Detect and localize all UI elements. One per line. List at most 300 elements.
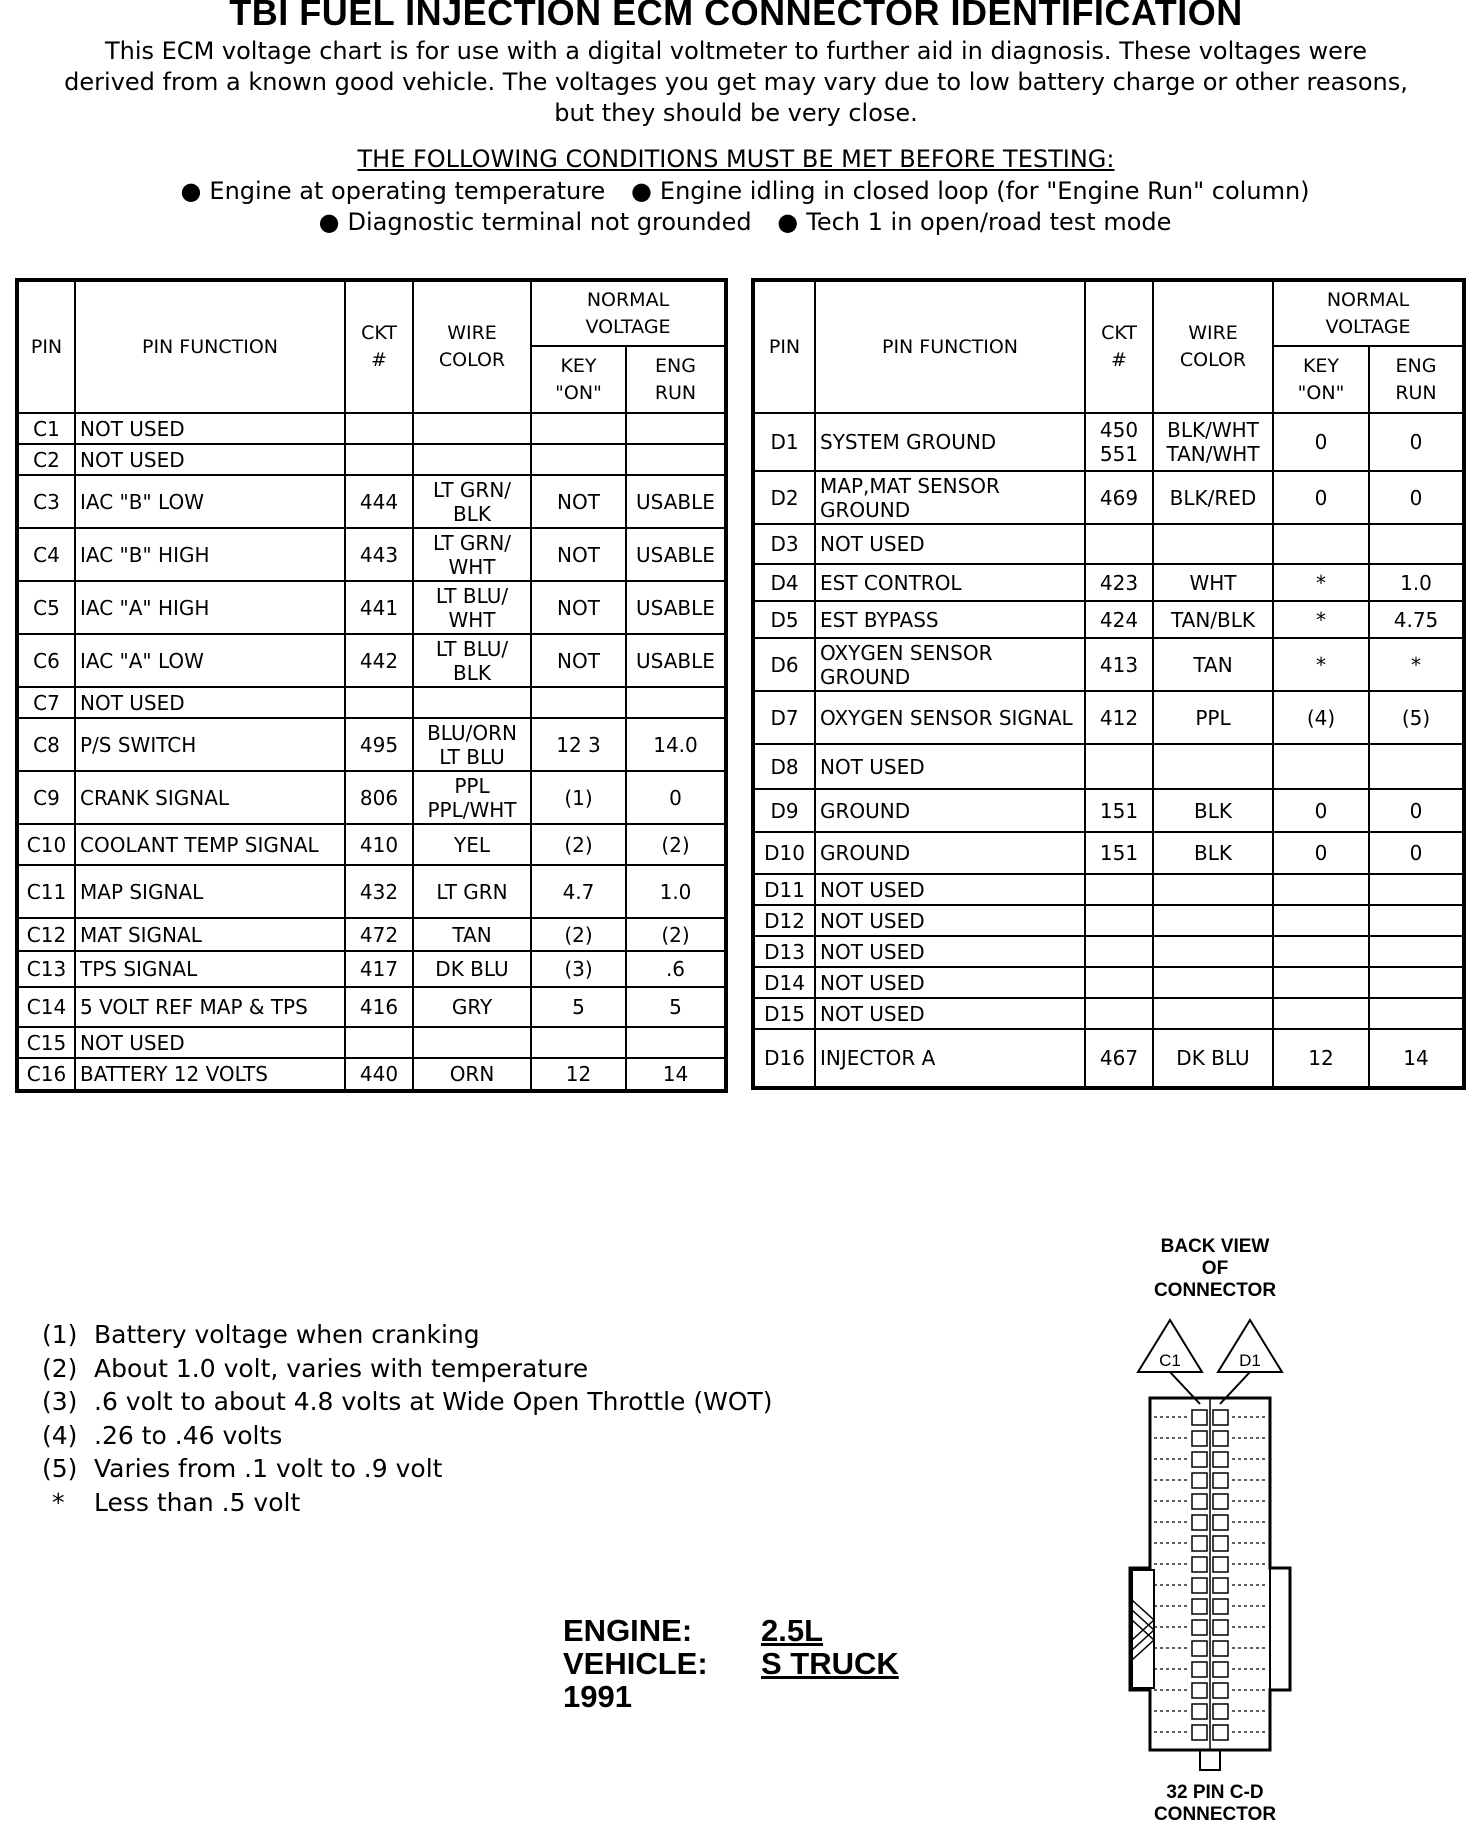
eng-run-voltage-cell [1369,524,1464,564]
pin-function-cell: MAP SIGNAL [75,865,345,918]
eng-run-voltage-cell [626,687,726,718]
pin-function-cell: NOT USED [815,874,1085,905]
connector-view-label: BACK VIEW OF CONNECTOR [1153,1236,1277,1301]
wire-color-cell: BLK [1153,789,1273,832]
key-on-voltage-cell [1273,936,1369,967]
c-pin-table [15,278,728,1093]
key-on-voltage-cell: NOT [531,475,626,528]
footnote-mark: (5) [42,1454,78,1483]
ckt-cell [1085,874,1153,905]
eng-run-voltage-cell: USABLE [626,634,726,687]
pin-function-cell: P/S SWITCH [75,718,345,771]
key-on-voltage-cell [1273,967,1369,998]
wire-color-cell [1153,967,1273,998]
header-pin-function: PIN FUNCTION [815,280,1085,413]
footnote-text: .26 to .46 volts [94,1420,283,1450]
eng-run-voltage-cell: (2) [626,824,726,865]
footnote [42,1452,773,1486]
eng-run-voltage-cell: 0 [1369,789,1464,832]
connector-figure [1120,1230,1310,1828]
pin-function-cell: EST BYPASS [815,601,1085,638]
table-row [753,524,1464,564]
table-row [753,1029,1464,1088]
table-row [17,987,726,1027]
pin-function-cell: CRANK SIGNAL [75,771,345,824]
pin-function-cell: 5 VOLT REF MAP & TPS [75,987,345,1027]
pin-cell: D7 [753,691,815,744]
wire-color-cell: BLK/WHT TAN/WHT [1153,413,1273,471]
wire-color-cell: LT BLU/ BLK [413,634,531,687]
key-on-voltage-cell [531,444,626,475]
table-row [753,832,1464,874]
pin-function-cell: MAT SIGNAL [75,918,345,951]
table-row [17,951,726,987]
pin-function-cell: INJECTOR A [815,1029,1085,1088]
key-on-voltage-cell [1273,905,1369,936]
pin-function-cell: IAC "A" HIGH [75,581,345,634]
pin-function-cell: SYSTEM GROUND [815,413,1085,471]
d-pin-cavity [1213,1620,1228,1635]
pin-cell: C1 [17,413,75,444]
condition-item: Engine at operating temperature [209,177,606,205]
d-pin-cavity [1213,1431,1228,1446]
ckt-cell: 443 [345,528,413,581]
ckt-cell: 424 [1085,601,1153,638]
pin-cell: D9 [753,789,815,832]
table-row [17,865,726,918]
key-on-voltage-cell [1273,998,1369,1029]
pin-cell: D8 [753,744,815,789]
table-row [17,581,726,634]
key-on-voltage-cell: (2) [531,824,626,865]
eng-run-voltage-cell [1369,967,1464,998]
footnote [42,1486,773,1520]
pin-cell: D12 [753,905,815,936]
pin-cell: C3 [17,475,75,528]
key-on-voltage-cell: NOT [531,581,626,634]
eng-run-voltage-cell: 0 [1369,471,1464,524]
ckt-cell: 151 [1085,789,1153,832]
pin-cell: C12 [17,918,75,951]
wire-color-cell: GRY [413,987,531,1027]
c-pin-cavity [1192,1515,1207,1530]
ckt-cell: 440 [345,1058,413,1091]
pin-cell: D3 [753,524,815,564]
key-on-voltage-cell: 12 [1273,1029,1369,1088]
wire-color-cell: BLU/ORN LT BLU [413,718,531,771]
latch-hatch [1132,1600,1154,1660]
d-pin-cavity [1213,1494,1228,1509]
c-pin-cavity [1192,1641,1207,1656]
pin-function-cell: NOT USED [815,936,1085,967]
ckt-cell [345,444,413,475]
pin-function-cell: TPS SIGNAL [75,951,345,987]
c-pin-cavity [1192,1620,1207,1635]
c-pin-cavity [1192,1536,1207,1551]
ckt-cell: 413 [1085,638,1153,691]
header-pin: PIN [753,280,815,413]
eng-run-voltage-cell: * [1369,638,1464,691]
header-ckt: CKT # [1085,280,1153,413]
conditions-line [0,177,1472,205]
ckt-cell: 467 [1085,1029,1153,1088]
d-pin-cavity [1213,1641,1228,1656]
pin-cell: D5 [753,601,815,638]
ckt-cell: 472 [345,918,413,951]
header-wire-color: WIRE COLOR [1153,280,1273,413]
key-on-voltage-cell: * [1273,638,1369,691]
pin-cell: D2 [753,471,815,524]
d-pin-cavity [1213,1704,1228,1719]
pin-function-cell: EST CONTROL [815,564,1085,601]
c-pin-cavity [1192,1494,1207,1509]
key-on-voltage-cell [1273,524,1369,564]
d1-tag-label: D1 [1239,1351,1261,1370]
pin-cell: C2 [17,444,75,475]
wire-color-cell [413,413,531,444]
table-row [753,638,1464,691]
vehicle-label: VEHICLE: [563,1646,708,1681]
c-pin-cavity [1192,1431,1207,1446]
pin-function-cell: NOT USED [815,905,1085,936]
pin-cell: C8 [17,718,75,771]
pin-cell: D4 [753,564,815,601]
footnote [42,1352,773,1386]
eng-run-voltage-cell: 4.75 [1369,601,1464,638]
c-pin-cavity [1192,1704,1207,1719]
connector-drawing [1120,1300,1310,1780]
key-on-voltage-cell: 12 [531,1058,626,1091]
pin-function-cell: NOT USED [815,998,1085,1029]
table-row [17,634,726,687]
key-on-voltage-cell: * [1273,601,1369,638]
engine-vehicle-block [563,1614,899,1713]
d-pin-cavity [1213,1515,1228,1530]
key-on-voltage-cell: NOT [531,528,626,581]
eng-run-voltage-cell [1369,936,1464,967]
pin-cell: D6 [753,638,815,691]
model-year: 1991 [563,1679,632,1714]
key-on-voltage-cell: (3) [531,951,626,987]
table-row [753,744,1464,789]
ckt-cell [345,687,413,718]
pin-cell: C4 [17,528,75,581]
wire-color-cell: LT BLU/ WHT [413,581,531,634]
pin-function-cell: NOT USED [75,687,345,718]
pin-function-cell: IAC "B" LOW [75,475,345,528]
ckt-cell: 441 [345,581,413,634]
footnote-text: Varies from .1 volt to .9 volt [94,1454,443,1483]
pin-cell: C14 [17,987,75,1027]
table-row [17,475,726,528]
pin-cell: D1 [753,413,815,471]
ckt-cell: 416 [345,987,413,1027]
footnote-mark: * [52,1487,65,1517]
c-pin-cavity [1192,1578,1207,1593]
header-pin-function: PIN FUNCTION [75,280,345,413]
ckt-cell: 495 [345,718,413,771]
pin-function-cell: IAC "B" HIGH [75,528,345,581]
key-on-voltage-cell: (4) [1273,691,1369,744]
eng-run-voltage-cell [626,1027,726,1058]
ckt-cell [1085,998,1153,1029]
eng-run-voltage-cell: 1.0 [626,865,726,918]
eng-run-voltage-cell: 0 [1369,832,1464,874]
wire-color-cell [413,1027,531,1058]
footnotes [42,1318,773,1519]
intro-paragraph: This ECM voltage chart is for use with a digital voltmeter to further aid in diagnosis. These voltages were derived from a known good vehicle. The voltages you get may vary due to low battery charge or other reasons, but they should be very close. [64,37,1408,127]
table-row [753,471,1464,524]
eng-run-voltage-cell [1369,998,1464,1029]
wire-color-cell: DK BLU [1153,1029,1273,1088]
eng-run-voltage-cell: (5) [1369,691,1464,744]
wire-color-cell [1153,905,1273,936]
pin-function-cell: GROUND [815,832,1085,874]
bullet-icon: ● [180,177,202,205]
table-row [753,564,1464,601]
table-row [753,413,1464,471]
d-pin-cavity [1213,1578,1228,1593]
key-on-voltage-cell [531,687,626,718]
pin-function-cell: NOT USED [75,413,345,444]
key-on-voltage-cell [531,1027,626,1058]
page-title: TBI FUEL INJECTION ECM CONNECTOR IDENTIFICATION [229,0,1243,33]
ckt-cell [1085,967,1153,998]
footnote-text: .6 volt to about 4.8 volts at Wide Open Throttle (WOT) [94,1387,773,1416]
key-on-voltage-cell [531,413,626,444]
d-pin-cavity [1213,1452,1228,1467]
footnote-text: Battery voltage when cranking [94,1320,480,1349]
wire-color-cell [1153,874,1273,905]
key-on-voltage-cell: 5 [531,987,626,1027]
footnote [42,1385,773,1419]
conditions-heading: THE FOLLOWING CONDITIONS MUST BE MET BEFORE TESTING: [357,145,1115,173]
eng-run-voltage-cell [626,413,726,444]
wire-color-cell: LT GRN/ WHT [413,528,531,581]
d-pin-cavity [1213,1683,1228,1698]
pin-cell: D13 [753,936,815,967]
eng-run-voltage-cell: USABLE [626,528,726,581]
table-row [17,824,726,865]
d-pin-table [751,278,1466,1090]
pin-cell: D14 [753,967,815,998]
header-key-on: KEY "ON" [531,346,626,413]
pin-function-cell: NOT USED [75,444,345,475]
eng-run-voltage-cell: 14 [1369,1029,1464,1088]
pin-function-cell: NOT USED [815,967,1085,998]
d-pin-cavity [1213,1410,1228,1425]
pin-function-cell: MAP,MAT SENSOR GROUND [815,471,1085,524]
key-on-voltage-cell: 0 [1273,413,1369,471]
ckt-cell: 806 [345,771,413,824]
footnote-text: About 1.0 volt, varies with temperature [94,1353,589,1383]
ckt-cell: 432 [345,865,413,918]
d-pin-cavity [1213,1599,1228,1614]
pin-cell: C15 [17,1027,75,1058]
ckt-cell: 412 [1085,691,1153,744]
pin-cell: C16 [17,1058,75,1091]
wire-color-cell: LT GRN [413,865,531,918]
table-row [17,444,726,475]
ckt-cell [1085,744,1153,789]
header-normal-voltage: NORMAL VOLTAGE [531,280,726,346]
footnote-text: Less than .5 volt [94,1487,301,1517]
table-row [753,905,1464,936]
eng-run-voltage-cell [1369,874,1464,905]
wire-color-cell: WHT [1153,564,1273,601]
header-key-on: KEY "ON" [1273,346,1369,413]
wire-color-cell [1153,998,1273,1029]
pin-cell: D11 [753,874,815,905]
pin-function-cell: IAC "A" LOW [75,634,345,687]
pin-cell: D10 [753,832,815,874]
wire-color-cell: TAN [1153,638,1273,691]
engine-label: ENGINE: [563,1613,693,1648]
header-ckt: CKT # [345,280,413,413]
eng-run-voltage-cell [1369,744,1464,789]
ckt-cell: 442 [345,634,413,687]
pin-cell: D16 [753,1029,815,1088]
pin-cell: D15 [753,998,815,1029]
table-row [17,718,726,771]
table-row [17,528,726,581]
c-pin-cavity [1192,1599,1207,1614]
ckt-cell [345,413,413,444]
pin-function-cell: OXYGEN SENSOR SIGNAL [815,691,1085,744]
c-pin-cavity [1192,1452,1207,1467]
pin-cell: C11 [17,865,75,918]
pin-function-cell: BATTERY 12 VOLTS [75,1058,345,1091]
key-on-voltage-cell: 0 [1273,471,1369,524]
table-row [753,691,1464,744]
wire-color-cell [413,687,531,718]
footnote-mark: (2) [42,1353,78,1383]
wire-color-cell: ORN [413,1058,531,1091]
bullet-icon: ● [318,208,340,236]
c-pin-cavity [1192,1410,1207,1425]
ckt-cell [345,1027,413,1058]
wire-color-cell: BLK [1153,832,1273,874]
footnote [42,1318,773,1352]
wire-color-cell [413,444,531,475]
eng-run-voltage-cell [626,444,726,475]
header-eng-run: ENG RUN [626,346,726,413]
ckt-cell: 410 [345,824,413,865]
table-row [753,967,1464,998]
wire-color-cell: LT GRN/ BLK [413,475,531,528]
d-pin-cavity [1213,1725,1228,1740]
connector-key-tab [1200,1750,1220,1770]
eng-run-voltage-cell: (2) [626,918,726,951]
key-on-voltage-cell: 4.7 [531,865,626,918]
pin-function-cell: COOLANT TEMP SIGNAL [75,824,345,865]
wire-color-cell: TAN/BLK [1153,601,1273,638]
ckt-cell: 444 [345,475,413,528]
footnote [42,1419,773,1453]
ckt-cell [1085,905,1153,936]
d-pin-cavity [1213,1473,1228,1488]
key-on-voltage-cell [1273,874,1369,905]
wire-color-cell: YEL [413,824,531,865]
table-row [17,1058,726,1091]
engine-value: 2.5L [761,1613,824,1648]
ckt-cell: 469 [1085,471,1153,524]
pin-cell: C5 [17,581,75,634]
pin-function-cell: GROUND [815,789,1085,832]
d-pin-cavity [1213,1536,1228,1551]
eng-run-voltage-cell: 14 [626,1058,726,1091]
bullet-icon: ● [777,208,799,236]
table-row [753,601,1464,638]
c-pin-cavity [1192,1725,1207,1740]
wire-color-cell [1153,744,1273,789]
header-eng-run: ENG RUN [1369,346,1464,413]
ckt-cell: 417 [345,951,413,987]
d-pin-cavity [1213,1662,1228,1677]
pin-cell: C7 [17,687,75,718]
header-wire-color: WIRE COLOR [413,280,531,413]
wire-color-cell: PPL PPL/WHT [413,771,531,824]
eng-run-voltage-cell: .6 [626,951,726,987]
table-row [753,936,1464,967]
wire-color-cell: PPL [1153,691,1273,744]
footnote-mark: (3) [42,1387,78,1416]
footnote-mark: (4) [42,1420,78,1450]
eng-run-voltage-cell: 5 [626,987,726,1027]
wire-color-cell: BLK/RED [1153,471,1273,524]
table-row [753,874,1464,905]
eng-run-voltage-cell [1369,905,1464,936]
key-on-voltage-cell: 12 3 [531,718,626,771]
table-row [17,918,726,951]
pin-function-cell: NOT USED [815,524,1085,564]
wire-color-cell [1153,936,1273,967]
condition-item: Engine idling in closed loop (for "Engine Run" column) [659,177,1310,205]
ckt-cell [1085,936,1153,967]
pin-cell: C9 [17,771,75,824]
c-pin-cavity [1192,1473,1207,1488]
condition-item: Diagnostic terminal not grounded [347,208,752,236]
header-normal-voltage: NORMAL VOLTAGE [1273,280,1464,346]
eng-run-voltage-cell: 14.0 [626,718,726,771]
bullet-icon: ● [630,177,652,205]
condition-item: Tech 1 in open/road test mode [806,208,1172,236]
vehicle-value: S TRUCK [761,1646,899,1681]
table-row [753,789,1464,832]
table-row [17,413,726,444]
ckt-cell [1085,524,1153,564]
ckt-cell: 423 [1085,564,1153,601]
key-on-voltage-cell: NOT [531,634,626,687]
pin-function-cell: OXYGEN SENSOR GROUND [815,638,1085,691]
key-on-voltage-cell: (2) [531,918,626,951]
wire-color-cell [1153,524,1273,564]
key-on-voltage-cell: * [1273,564,1369,601]
pin-function-cell: NOT USED [75,1027,345,1058]
eng-run-voltage-cell: USABLE [626,581,726,634]
header-pin: PIN [17,280,75,413]
pin-cell: C6 [17,634,75,687]
eng-run-voltage-cell: 1.0 [1369,564,1464,601]
table-row [17,1027,726,1058]
eng-run-voltage-cell: 0 [626,771,726,824]
d-pin-cavity [1213,1557,1228,1572]
ckt-cell: 450 551 [1085,413,1153,471]
table-row [17,771,726,824]
conditions-line [0,208,1472,236]
table-row [17,687,726,718]
connector-type-label: 32 PIN C-D CONNECTOR [1153,1782,1277,1825]
